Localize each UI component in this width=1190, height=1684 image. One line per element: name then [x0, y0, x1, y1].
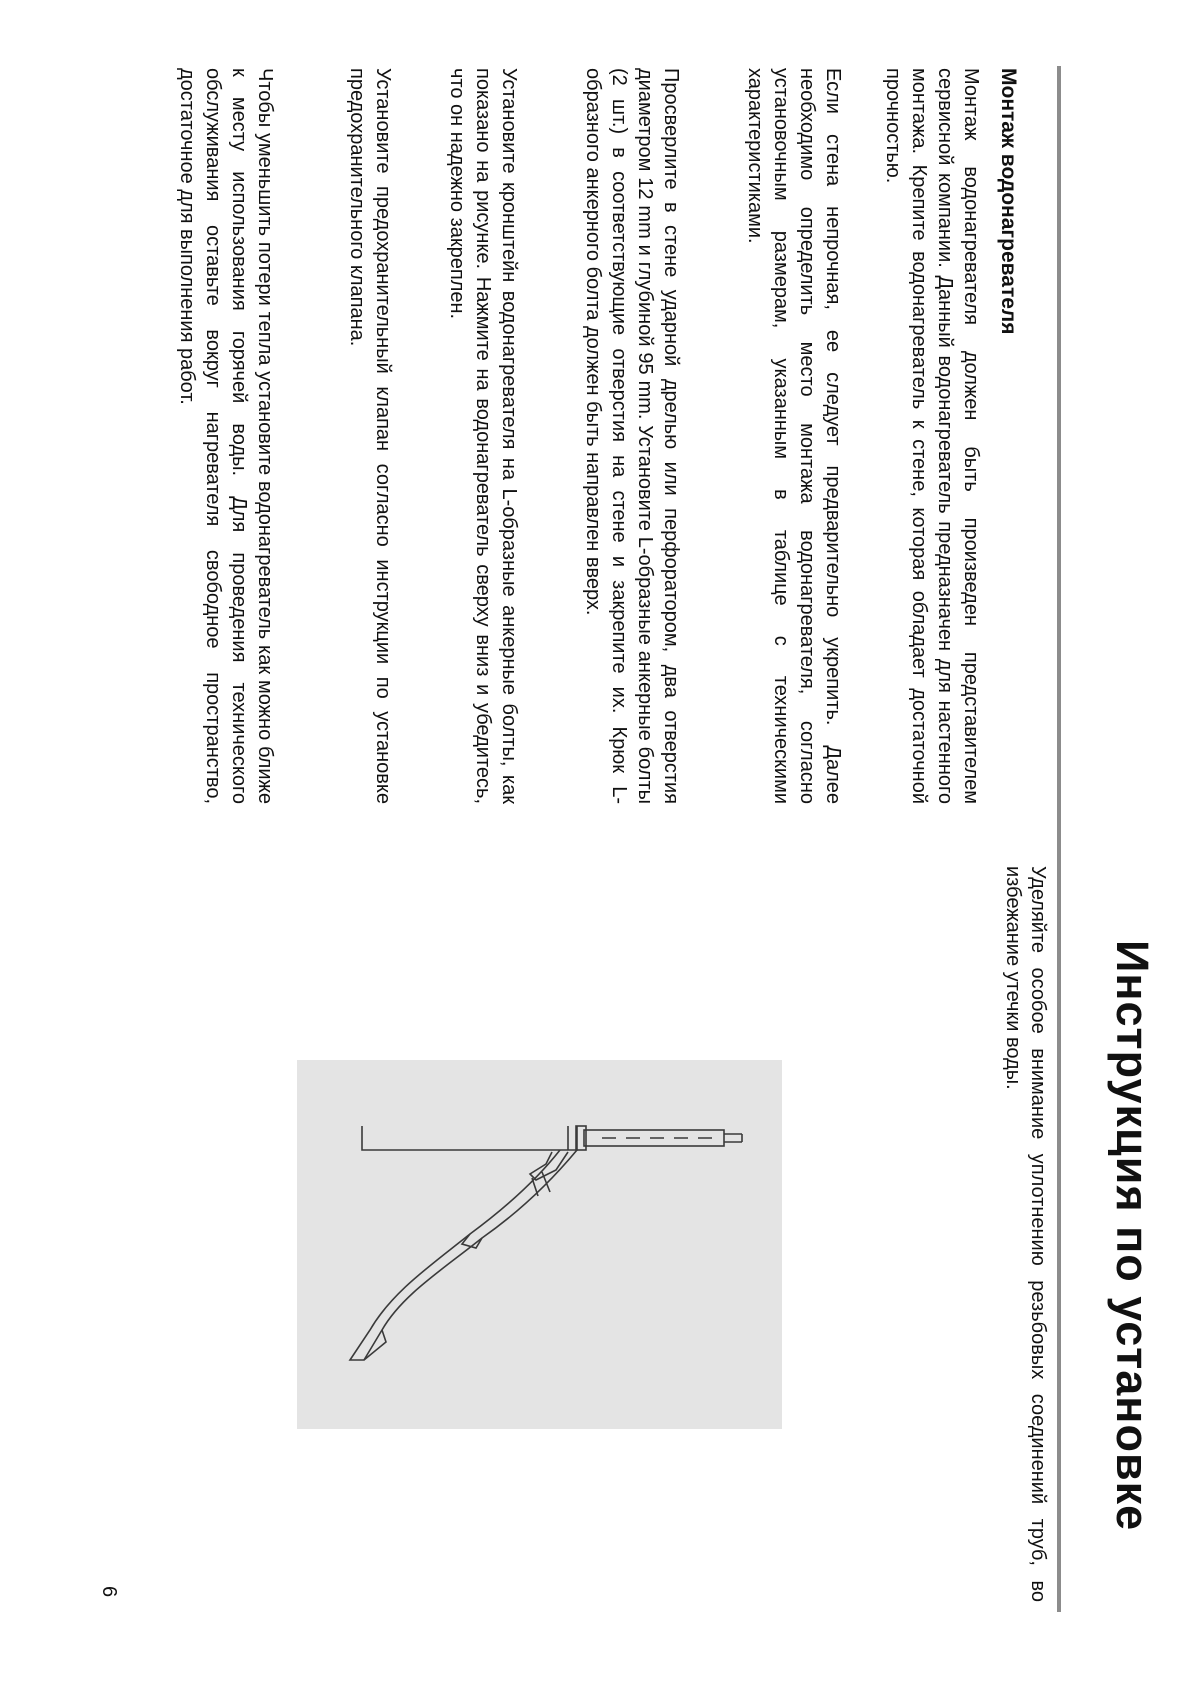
page-number: 6: [98, 1586, 120, 1598]
bracket-bolt-illustration: [297, 1060, 782, 1429]
mounting-figure: [297, 1060, 782, 1429]
page-title: Инструкция по установке: [1107, 940, 1158, 1532]
paragraph: Установите предохранительный клапан согласно инструкции по установке предохранительного клапана.: [346, 68, 394, 804]
paragraph: Если стена непрочная, ее следует предварительно укрепить. Далее необходимо определить место монтажа водонагревателя, согласно установочным размерам, указанным в таблице с техническими характеристиками.: [744, 68, 844, 804]
section-heading: Монтаж водонагревателя: [997, 68, 1020, 335]
header-rule: [1057, 66, 1061, 1612]
paragraph: Чтобы уменьшить потери тепла установите водонагреватель как можно ближе к месту использования горячей воды. Для проведения технического обслуживания оставьте вокруг нагревателя свободное пространство, достаточное для выполнения работ.: [176, 68, 276, 804]
paragraph: Монтаж водонагревателя должен быть произведен представителем сервисной компании. Данный водонагреватель предназначен для настенного монтажа. Крепите водонагреватель к стене, которая обладает достаточной прочностью.: [882, 68, 982, 804]
paragraph: Установите кронштейн водонагревателя на L-образные анкерные болты, как показано на рисунке. Нажмите на водонагреватель сверху вниз и убедитесь, что он надежно закреплен.: [446, 68, 520, 804]
intro-text: Уделяйте особое внимание уплотнению резьбовых соединений труб, во избежание утечки воды.: [1002, 866, 1049, 1602]
paragraph: Просверлите в стене ударной дрелью или перфоратором, два отверстия диаметром 12 mm и глубиной 95 mm. Установите L-образные анкерные болты (2 шт.) в соответствующие отверстия на стене и закрепите их. Крюк L-образного анкерного болта должен быть направлен вверх.: [582, 68, 682, 804]
wall-line: [362, 1126, 577, 1150]
bracket-curve: [350, 1150, 577, 1360]
